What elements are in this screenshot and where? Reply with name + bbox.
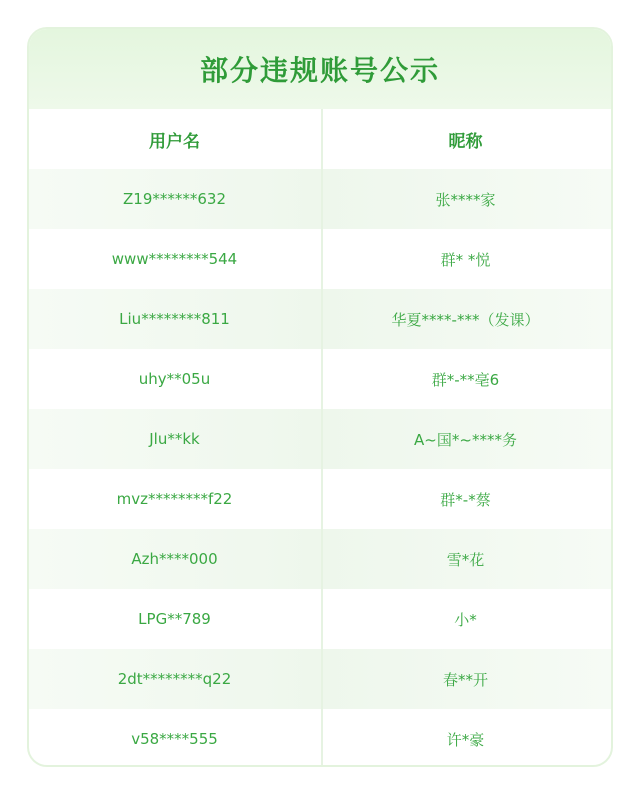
username-cell: uhy**05u	[138, 370, 211, 388]
card-header	[29, 29, 611, 109]
header-nickname: 昵称	[448, 131, 483, 152]
username-cell: LPG**789	[138, 610, 211, 628]
nickname-cell: 华夏****-***（发课）	[391, 310, 540, 329]
header-username: 用户名	[149, 131, 200, 152]
nickname-cell: 群*-**亳6	[431, 370, 500, 389]
violation-list-card	[27, 27, 613, 767]
table-row	[29, 649, 611, 709]
table-header-row	[29, 109, 611, 169]
username-cell: Liu********811	[119, 310, 230, 328]
nickname-cell: 小*	[454, 610, 477, 629]
nickname-cell: 群* *悦	[440, 250, 491, 269]
username-cell: 2dt********q22	[117, 670, 232, 688]
page-title: 部分违规账号公示	[199, 54, 440, 87]
table-row	[29, 349, 611, 409]
nickname-cell: 群*-*蔡	[440, 490, 491, 509]
username-cell: v58****555	[131, 730, 218, 748]
table-row	[29, 229, 611, 289]
table-row	[29, 409, 611, 469]
table-row	[29, 529, 611, 589]
table-row	[29, 589, 611, 649]
table-row	[29, 169, 611, 229]
table-row	[29, 469, 611, 529]
nickname-cell: 雪*花	[446, 550, 485, 569]
nickname-cell: 张****家	[435, 190, 496, 209]
username-cell: mvz********f22	[116, 490, 233, 508]
nickname-cell: A~国*~****务	[414, 430, 517, 449]
table-row	[29, 709, 611, 767]
username-cell: Z19******632	[123, 190, 226, 208]
column-divider	[321, 109, 323, 767]
table-row	[29, 289, 611, 349]
username-cell: Jlu**kk	[149, 430, 200, 448]
account-table	[29, 109, 611, 767]
nickname-cell: 春**开	[442, 670, 488, 689]
username-cell: Azh****000	[131, 550, 218, 568]
username-cell: www********544	[111, 250, 238, 268]
nickname-cell: 许*豪	[446, 730, 485, 749]
